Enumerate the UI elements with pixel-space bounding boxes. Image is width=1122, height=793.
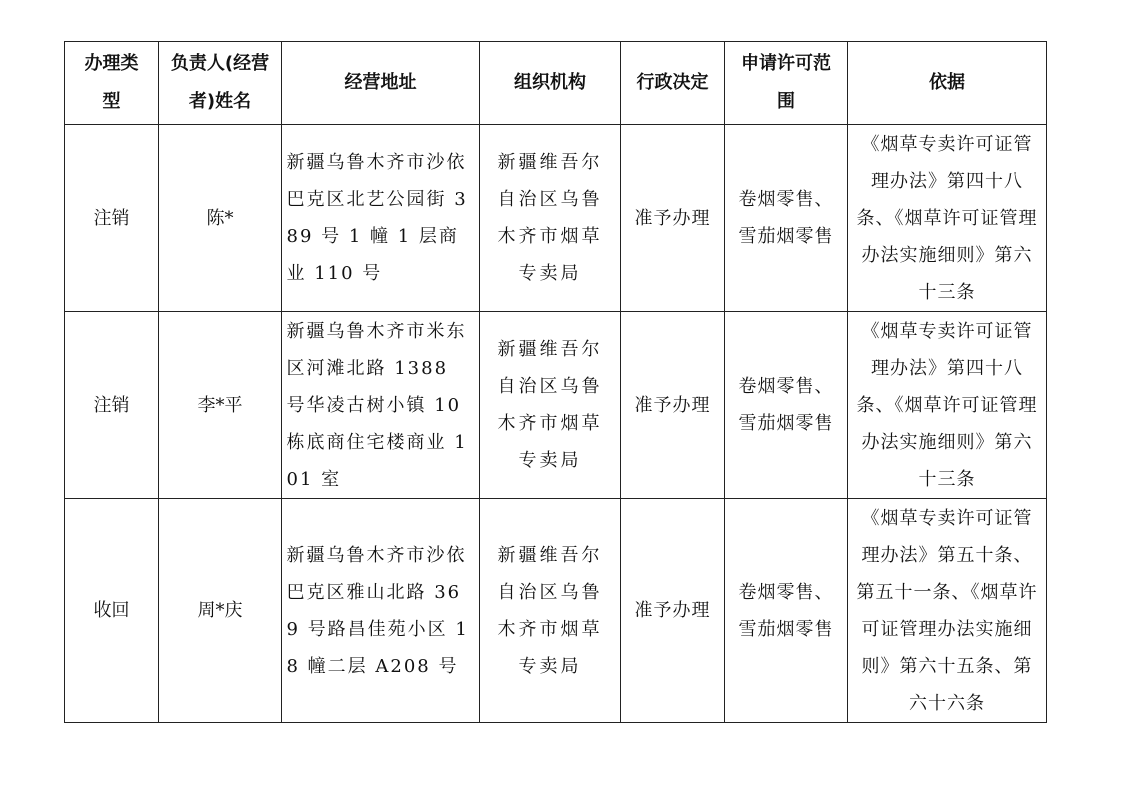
cell-basis: 《烟草专卖许可证管理办法》第五十条、第五十一条、《烟草许可证管理办法实施细则》第六十五条、第六十六条 xyxy=(848,499,1047,723)
cell-basis: 《烟草专卖许可证管理办法》第四十八条、《烟草许可证管理办法实施细则》第六十三条 xyxy=(848,312,1047,499)
header-decision: 行政决定 xyxy=(621,42,725,125)
cell-scope: 卷烟零售、雪茄烟零售 xyxy=(725,125,848,312)
cell-person: 陈* xyxy=(159,125,282,312)
cell-address: 新疆乌鲁木齐市沙依巴克区雅山北路 369 号路昌佳苑小区 18 幢二层 A208 号 xyxy=(282,499,480,723)
cell-scope: 卷烟零售、雪茄烟零售 xyxy=(725,499,848,723)
cell-decision: 准予办理 xyxy=(621,312,725,499)
header-type: 办理类型 xyxy=(65,42,159,125)
header-org: 组织机构 xyxy=(480,42,621,125)
cell-decision: 准予办理 xyxy=(621,125,725,312)
cell-org: 新疆维吾尔自治区乌鲁木齐市烟草专卖局 xyxy=(480,499,621,723)
header-basis: 依据 xyxy=(848,42,1047,125)
cell-person: 李*平 xyxy=(159,312,282,499)
cell-type: 注销 xyxy=(65,125,159,312)
permit-table xyxy=(64,41,1047,723)
cell-decision: 准予办理 xyxy=(621,499,725,723)
cell-type: 注销 xyxy=(65,312,159,499)
cell-address: 新疆乌鲁木齐市沙依巴克区北艺公园街 389 号 1 幢 1 层商业 110 号 xyxy=(282,125,480,312)
cell-org: 新疆维吾尔自治区乌鲁木齐市烟草专卖局 xyxy=(480,312,621,499)
cell-type: 收回 xyxy=(65,499,159,723)
cell-address: 新疆乌鲁木齐市米东区河滩北路 1388 号华凌古树小镇 10 栋底商住宅楼商业 101 室 xyxy=(282,312,480,499)
cell-org: 新疆维吾尔自治区乌鲁木齐市烟草专卖局 xyxy=(480,125,621,312)
cell-person: 周*庆 xyxy=(159,499,282,723)
table-row xyxy=(65,499,1047,723)
cell-scope: 卷烟零售、雪茄烟零售 xyxy=(725,312,848,499)
header-scope: 申请许可范围 xyxy=(725,42,848,125)
header-person: 负责人(经营者)姓名 xyxy=(159,42,282,125)
table-row xyxy=(65,125,1047,312)
table-row xyxy=(65,312,1047,499)
cell-basis: 《烟草专卖许可证管理办法》第四十八条、《烟草许可证管理办法实施细则》第六十三条 xyxy=(848,125,1047,312)
header-address: 经营地址 xyxy=(282,42,480,125)
header-row xyxy=(65,42,1047,125)
